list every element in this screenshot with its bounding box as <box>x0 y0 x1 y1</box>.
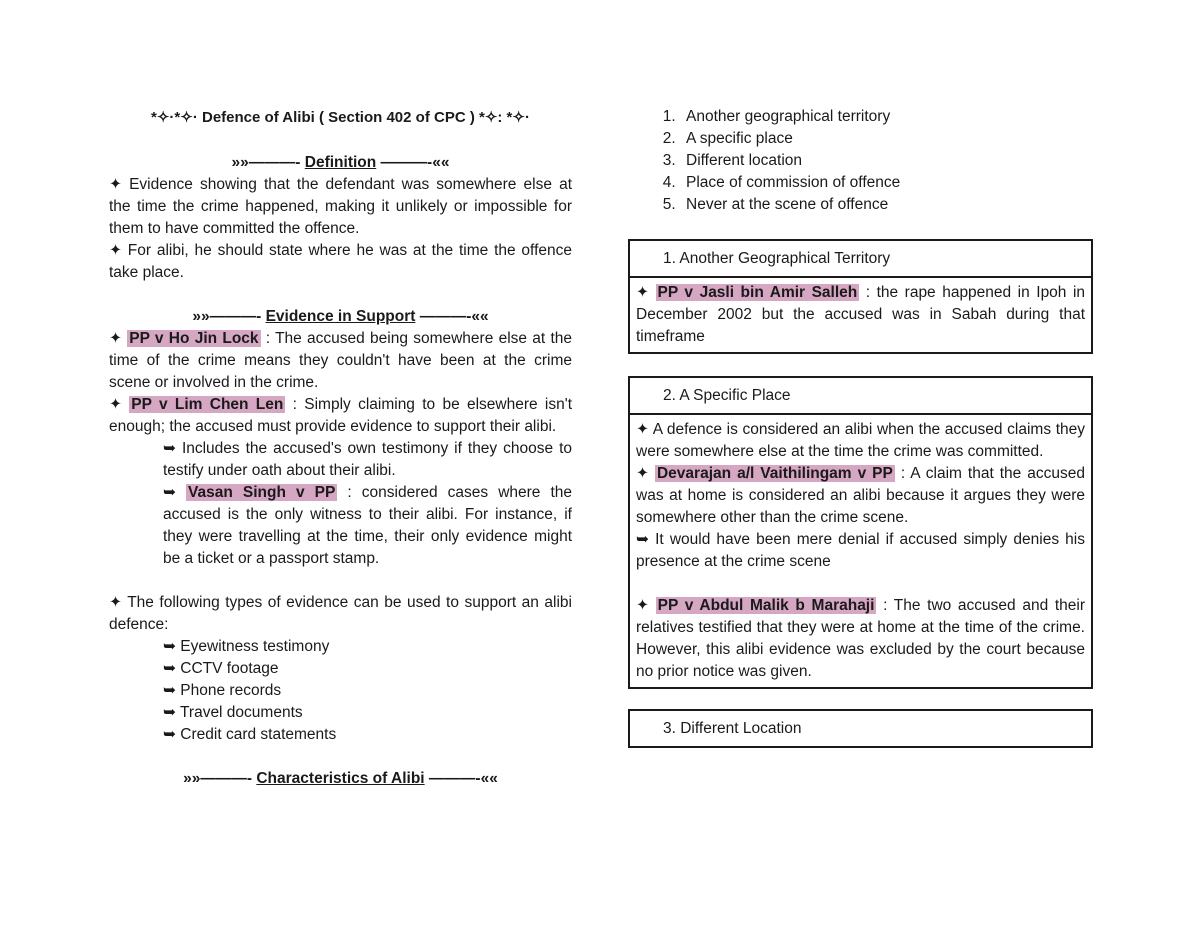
case-paragraph: ✦ PP v Lim Chen Len : Simply claiming to be elsewhere isn't enough; the accused must provide evidence to support their alibi. <box>109 396 573 435</box>
box-heading: 3. Different Location <box>663 720 802 737</box>
evidence-type-item: ➥ Eyewitness testimony <box>163 638 330 655</box>
geographical-territory-box <box>628 239 1093 354</box>
list-item: 2. A specific place <box>680 128 1093 150</box>
case-name: PP v Jasli bin Amir Salleh <box>657 284 858 301</box>
support-heading: »»———- Evidence in Support ———-«« <box>192 308 489 325</box>
list-item: 5. Never at the scene of offence <box>680 194 1093 216</box>
case-name: PP v Abdul Malik b Marahaji <box>657 597 875 614</box>
box-heading: 2. A Specific Place <box>630 378 1091 415</box>
specific-place-box <box>628 376 1093 689</box>
paragraph: ➥ It would have been mere denial if accused simply denies his presence at the crime scene <box>636 531 1085 570</box>
case-paragraph: ✦ PP v Abdul Malik b Marahaji : The two accused and their relatives testified that they were at home at the time of the crime. However, this alibi evidence was excluded by the court because no prior notice was given. <box>636 597 1086 680</box>
evidence-type-item: ➥ Phone records <box>163 682 282 699</box>
right-column <box>628 106 1093 748</box>
document-title: *✧·*✧· Defence of Alibi ( Section 402 of CPC ) *✧: *✧· <box>151 109 530 126</box>
case-name: Devarajan a/l Vaithilingam v PP <box>656 465 893 482</box>
list-item: 1. Another geographical territory <box>680 106 1093 128</box>
definition-heading: »»———- Definition ———-«« <box>231 154 450 171</box>
case-name: PP v Ho Jin Lock <box>129 330 259 347</box>
definition-item: ✦ For alibi, he should state where he was at the time the offence take place. <box>109 242 572 281</box>
case-name: Vasan Singh v PP <box>188 484 336 501</box>
evidence-type-item: ➥ Credit card statements <box>163 726 337 743</box>
case-paragraph: ✦ PP v Ho Jin Lock : The accused being somewhere else at the time of the crime means they couldn't have been at the crime scene or involved in the crime. <box>109 330 572 391</box>
evidence-type-item: ➥ Travel documents <box>163 704 303 721</box>
characteristics-heading: »»———- Characteristics of Alibi ———-«« <box>183 770 498 787</box>
evidence-type-item: ➥ CCTV footage <box>163 660 279 677</box>
characteristics-list <box>628 106 1093 216</box>
case-paragraph: ✦ Devarajan a/l Vaithilingam v PP : A claim that the accused was at home is considered an alibi because it argues they were somewhere other than the crime scene. <box>636 465 1086 526</box>
evidence-types-intro: ✦ The following types of evidence can be used to support an alibi defence: <box>109 594 572 633</box>
paragraph: ✦ A defence is considered an alibi when the accused claims they were somewhere else at the time the crime was committed. <box>636 421 1085 460</box>
different-location-box <box>628 709 1093 748</box>
box-heading: 1. Another Geographical Territory <box>630 241 1091 278</box>
sub-point: ➥ Includes the accused's own testimony if they choose to testify under oath about their alibi. <box>163 440 572 479</box>
case-name: PP v Lim Chen Len <box>131 396 284 413</box>
definition-item: ✦ Evidence showing that the defendant was somewhere else at the time the crime happened, making it unlikely or impossible for them to have committed the offence. <box>109 176 572 237</box>
list-item: 4. Place of commission of offence <box>680 172 1093 194</box>
sub-point: ➥ Vasan Singh v PP : considered cases where the accused is the only witness to their alibi. For instance, if they were travelling at the time, their only evidence might be a ticket or a passport stamp. <box>163 484 573 567</box>
case-paragraph: ✦ PP v Jasli bin Amir Salleh : the rape happened in Ipoh in December 2002 but the accused was in Sabah during that timeframe <box>636 284 1086 345</box>
left-column <box>109 106 572 790</box>
list-item: 3. Different location <box>680 150 1093 172</box>
